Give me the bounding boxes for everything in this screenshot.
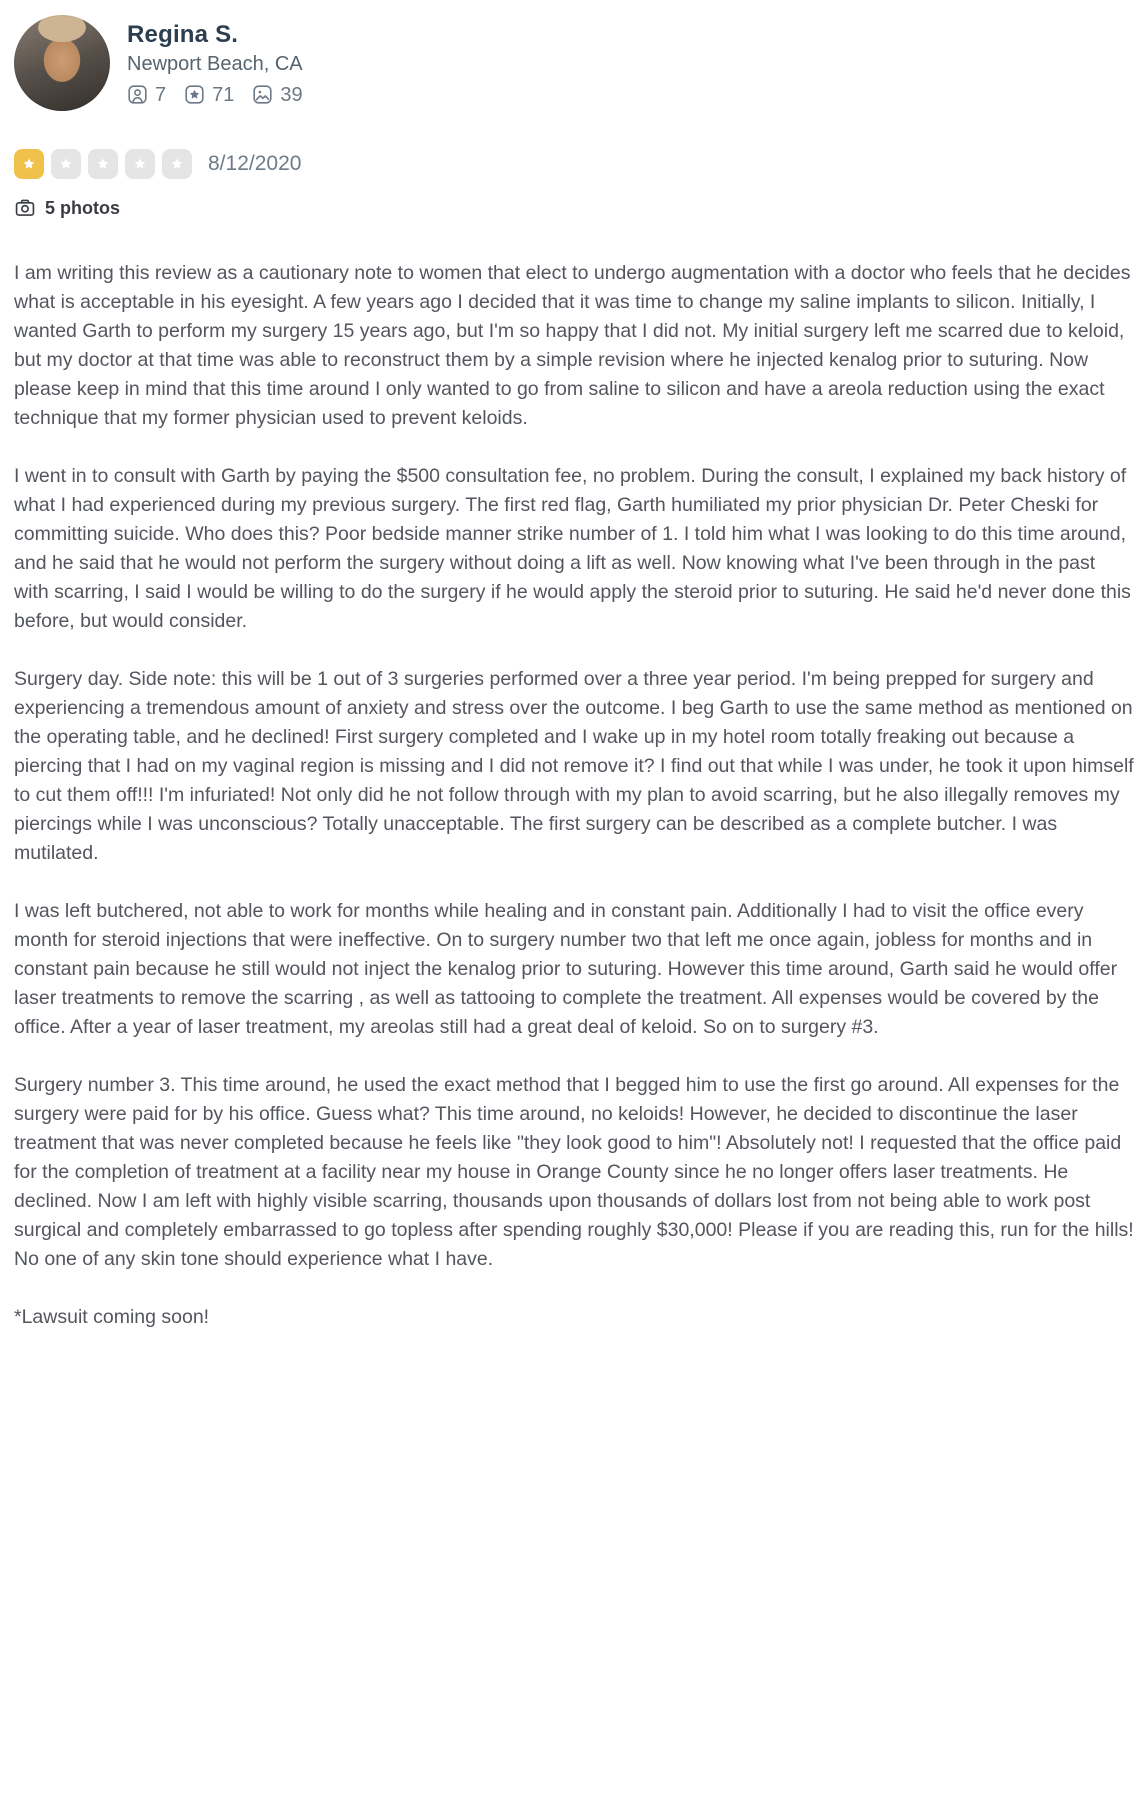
star-filled-icon	[14, 149, 44, 179]
reviewer-header	[14, 15, 1134, 111]
reviews-stat	[184, 84, 234, 105]
rating-row	[14, 149, 1134, 179]
review-paragraph: I went in to consult with Garth by paying the $500 consultation fee, no problem. During the consult, I explained my back history of what I had experienced during my previous surgery. The first red flag, Garth humiliated my prior physician Dr. Peter Cheski for committing suicide. Who does this? Poor bedside manner strike number of 1. I told him what I was looking to do this time around, and he said that he would not perform the surgery without doing a lift as well. Now knowing what I've been through in the past with scarring, I said I would be willing to do the surgery if he would apply the steroid prior to suturing. He said he'd never done this before, but would consider.	[14, 465, 1131, 632]
reviewer-name[interactable]: Regina S.	[127, 21, 239, 48]
review-paragraph: I was left butchered, not able to work for months while healing and in constant pain. Additionally I had to visit the office every month for steroid injections that were ineffective. On to surgery number two that left me once again, jobless for months and in constant pain because he still would not inject the kenalog prior to suturing. However this time around, Garth said he would offer laser treatments to remove the scarring , as well as tattooing to complete the treatment. All expenses would be covered by the office. After a year of laser treatment, my areolas still had a great deal of keloid. So on to surgery #3.	[14, 900, 1118, 1038]
friends-stat	[127, 84, 166, 105]
friends-count: 7	[155, 83, 167, 106]
avatar[interactable]	[14, 15, 110, 111]
star-empty-icon	[125, 149, 155, 179]
review-date: 8/12/2020	[208, 152, 302, 175]
star-empty-icon	[88, 149, 118, 179]
reviewer-location: Newport Beach, CA	[127, 53, 303, 75]
review-paragraph: *Lawsuit coming soon!	[14, 1306, 210, 1328]
photos-count: 39	[280, 83, 303, 106]
reviewer-info	[127, 15, 303, 105]
friends-icon	[127, 84, 148, 105]
review-text	[14, 259, 1134, 1332]
star-empty-icon	[51, 149, 81, 179]
photos-stat	[252, 84, 302, 105]
review-paragraph: Surgery day. Side note: this will be 1 out of 3 surgeries performed over a three year period. I'm being prepped for surgery and experiencing a tremendous amount of anxiety and stress over the outcome. I beg Garth to use the same method as mentioned on the operating table, and he declined! First surgery completed and I wake up in my hotel room totally freaking out because a piercing that I had on my vaginal region is missing and I did not remove it? I find out that while I was under, he took it upon himself to cut them off!!! I'm infuriated! Not only did he not follow through with my plan to avoid scarring, but he also illegally removes my piercings while I was unconscious? Totally unacceptable. The first surgery can be described as a complete butcher. I was mutilated.	[14, 668, 1134, 864]
reviews-count: 71	[212, 83, 235, 106]
review-paragraph: I am writing this review as a cautionary note to women that elect to undergo augmentation with a doctor who feels that he decides what is acceptable in his eyesight. A few years ago I decided that it was time to change my saline implants to silicon. Initially, I wanted Garth to perform my surgery 15 years ago, but I'm so happy that I did not. My initial surgery left me scarred due to keloid, but my doctor at that time was able to reconstruct them by a simple revision where he injected kenalog prior to suturing. Now please keep in mind that this time around I only wanted to go from saline to silicon and have a areola reduction using the exact technique that my former physician used to prevent keloids.	[14, 262, 1131, 429]
review-paragraph: Surgery number 3. This time around, he used the exact method that I begged him to use the first go around. All expenses for the surgery were paid for by his office. Guess what? This time around, no keloids! However, he decided to discontinue the laser treatment that was never completed because he feels like "they look good to him"! Absolutely not! I requested that the office paid for the completion of treatment at a facility near my house in Orange County since he no longer offers laser treatments. He declined. Now I am left with highly visible scarring, thousands upon thousands of dollars lost from not being able to work post surgical and completely embarrassed to go topless after spending roughly $30,000! Please if you are reading this, run for the hills! No one of any skin tone should experience what I have.	[14, 1074, 1134, 1270]
photos-label: 5 photos	[45, 197, 120, 218]
camera-icon	[14, 197, 36, 219]
review-photos-link[interactable]	[14, 197, 1134, 219]
review-star-icon	[184, 84, 205, 105]
reviewer-stats	[127, 84, 303, 105]
star-rating	[14, 149, 192, 179]
photos-icon	[252, 84, 273, 105]
star-empty-icon	[162, 149, 192, 179]
